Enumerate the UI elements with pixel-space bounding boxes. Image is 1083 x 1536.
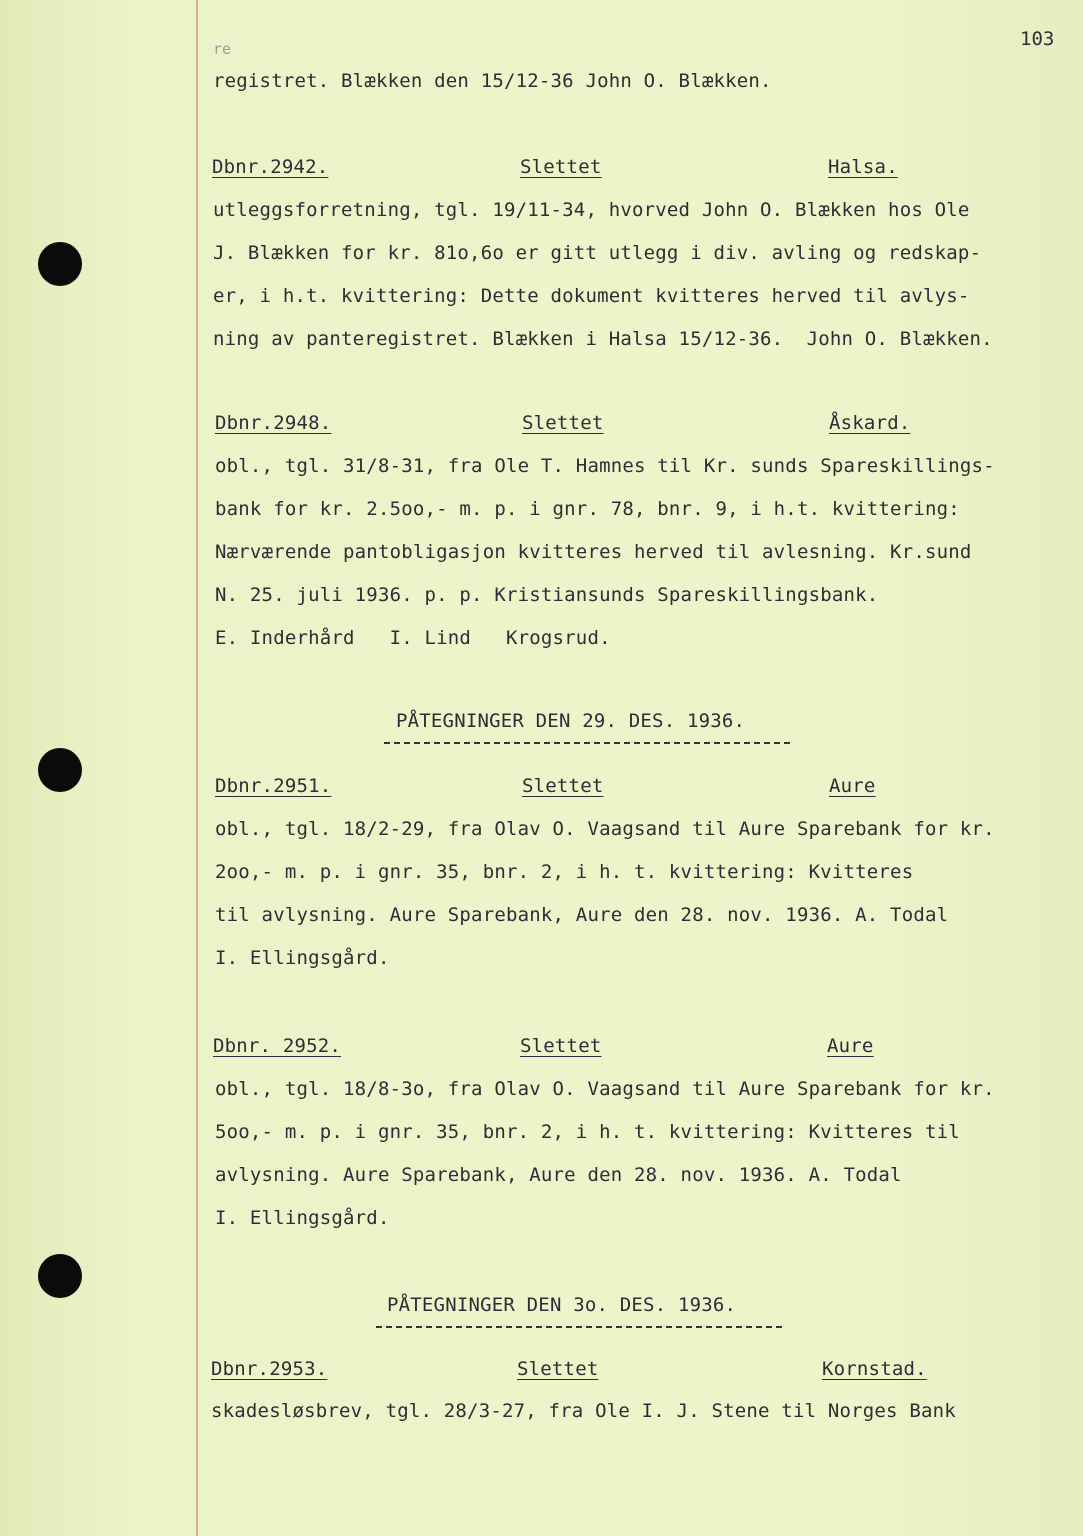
entry-number: Dbnr.2942. (212, 156, 329, 178)
punch-hole (38, 748, 82, 792)
entry-number: Dbnr.2948. (215, 412, 332, 434)
text-line: registret. Blækken den 15/12-36 John O. Blækken. (213, 70, 772, 92)
text-line: bank for kr. 2.5oo,- m. p. i gnr. 78, bnr. 9, i h.t. kvittering: (215, 498, 960, 520)
text-line: I. Ellingsgård. (215, 1207, 390, 1229)
entry-place: Aure (827, 1035, 874, 1057)
entry-place: Aure (829, 775, 876, 797)
margin-note: re (213, 40, 232, 58)
entry-place: Halsa. (828, 156, 898, 178)
text-line: E. Inderhård I. Lind Krogsrud. (215, 627, 611, 649)
entry-number: Dbnr. 2952. (213, 1035, 342, 1057)
entry-place: Kornstad. (822, 1358, 927, 1380)
text-line: avlysning. Aure Sparebank, Aure den 28. nov. 1936. A. Todal (215, 1164, 902, 1186)
margin-line (196, 0, 198, 1536)
text-line: 2oo,- m. p. i gnr. 35, bnr. 2, i h. t. kvittering: Kvitteres (215, 861, 914, 883)
text-line: obl., tgl. 31/8-31, fra Ole T. Hamnes til Kr. sunds Spareskillings- (215, 455, 995, 477)
entry-status: Slettet (517, 1358, 599, 1380)
entry-status: Slettet (520, 156, 602, 178)
entry-number: Dbnr.2951. (215, 775, 332, 797)
entry-place: Åskard. (829, 412, 911, 434)
text-line: skadesløsbrev, tgl. 28/3-27, fra Ole I. J. Stene til Norges Bank (211, 1400, 956, 1422)
entry-status: Slettet (520, 1035, 602, 1057)
heading-dashed-rule (376, 1326, 782, 1328)
text-line: obl., tgl. 18/2-29, fra Olav O. Vaagsand til Aure Sparebank for kr. (215, 818, 995, 840)
text-line: er, i h.t. kvittering: Dette dokument kvitteres herved til avlys- (213, 285, 970, 307)
text-line: obl., tgl. 18/8-3o, fra Olav O. Vaagsand til Aure Sparebank for kr. (215, 1078, 995, 1100)
text-line: utleggsforretning, tgl. 19/11-34, hvorved John O. Blækken hos Ole (213, 199, 970, 221)
heading-dashed-rule (384, 742, 790, 744)
punch-hole (38, 1254, 82, 1298)
entry-number: Dbnr.2953. (211, 1358, 328, 1380)
text-line: N. 25. juli 1936. p. p. Kristiansunds Spareskillingsbank. (215, 584, 879, 606)
entry-status: Slettet (522, 775, 604, 797)
text-line: Nærværende pantobligasjon kvitteres herved til avlesning. Kr.sund (215, 541, 972, 563)
section-heading: PÅTEGNINGER DEN 29. DES. 1936. (396, 710, 746, 732)
page-number: 103 (1020, 28, 1055, 50)
entry-status: Slettet (522, 412, 604, 434)
section-heading: PÅTEGNINGER DEN 3o. DES. 1936. (387, 1294, 737, 1316)
text-line: ning av panteregistret. Blækken i Halsa 15/12-36. John O. Blækken. (213, 328, 993, 350)
text-line: J. Blækken for kr. 81o,6o er gitt utlegg i div. avling og redskap- (213, 242, 982, 264)
text-line: 5oo,- m. p. i gnr. 35, bnr. 2, i h. t. kvittering: Kvitteres til (215, 1121, 960, 1143)
text-line: I. Ellingsgård. (215, 947, 390, 969)
punch-hole (38, 242, 82, 286)
text-line: til avlysning. Aure Sparebank, Aure den 28. nov. 1936. A. Todal (215, 904, 949, 926)
